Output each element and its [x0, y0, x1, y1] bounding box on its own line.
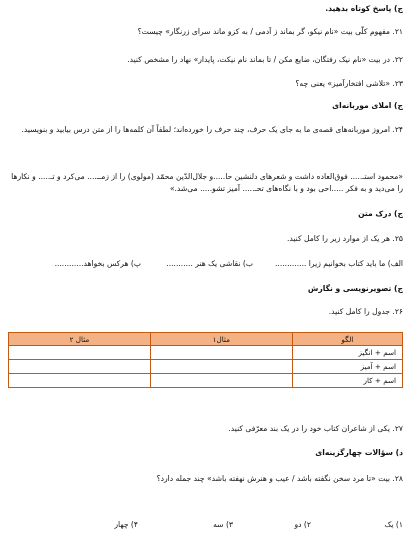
table-row — [9, 360, 403, 374]
table-header-row — [9, 333, 403, 346]
table-cell-answer[interactable] — [9, 346, 151, 360]
table-cell-answer[interactable] — [150, 374, 292, 388]
section-heading-writing: ج) تصویرنویسی و نگارش — [307, 284, 403, 293]
question-26-table — [8, 332, 403, 388]
fill-item-b: ب) نقاشی یک هنر ........... — [166, 259, 253, 268]
question-24: ۲۴. امروز موربانه‌های قصه‌ی ما به جای یک حرف، چند حرف را خورده‌اند؛ لطفاً آن کلمه‌ها را از متن درس بیابید و بنویسید. — [21, 125, 403, 134]
option-3[interactable]: ۳) سه — [213, 520, 233, 529]
option-2[interactable]: ۲) دو — [294, 520, 311, 529]
table-cell-pattern: اسم + کار — [292, 374, 402, 388]
dictation-passage: «محمود استـ..... فوق‌العاده داشت و شعرهای دلنشین حا.....و جلال‌الدّین محمّد (مولوی) را از زمــ.... می‌کرد و تـ..... و نکارها را می‌دید و به فکر .....احی بود و با نگاه‌های تحـ..... آمیز تشو..... می‌شد.» — [11, 172, 403, 193]
question-25: ۲۵. هر یک از موارد زیر را کامل کنید. — [286, 234, 403, 243]
table-cell-answer[interactable] — [150, 360, 292, 374]
question-27: ۲۷. یکی از شاعران کتاب خود را در یک بند معرّفی کنید. — [228, 424, 403, 433]
option-4[interactable]: ۴) چهار — [114, 520, 138, 529]
section-heading-dictation: ج) املای موربانه‌ای — [332, 101, 403, 110]
question-28-options — [6, 520, 403, 532]
fill-item-c: پ) هرکس بخواهد............ — [54, 259, 141, 268]
option-1[interactable]: ۱) یک — [384, 520, 403, 529]
table-header-cell: مثال ۲ — [9, 333, 151, 346]
table-row — [9, 374, 403, 388]
table-header-cell: مثال۱ — [150, 333, 292, 346]
table-cell-pattern: اسم + آمیز — [292, 360, 402, 374]
section-heading-comprehension: ج) درک متن — [358, 209, 403, 218]
table-header-cell: الگو — [292, 333, 402, 346]
fill-item-a: الف) ما باید کتاب بخوانیم زیرا ............. — [275, 259, 403, 268]
table-cell-pattern: اسم + انگیز — [292, 346, 402, 360]
section-heading-short-answer: ج) پاسخ کوتاه بدهید. — [325, 4, 403, 13]
question-25-items — [6, 259, 403, 269]
table-row — [9, 346, 403, 360]
section-heading-multiple-choice: د) سؤالات چهارگزینه‌ای — [315, 448, 403, 457]
table-cell-answer[interactable] — [9, 374, 151, 388]
question-23: ۲۳. «تلاشی افتخارآمیز» یعنی چه؟ — [295, 79, 403, 88]
table-cell-answer[interactable] — [9, 360, 151, 374]
question-28: ۲۸. بیت «تا مرد سخن نگفته باشد / عیب و هنرش نهفته باشد» چند جمله دارد؟ — [156, 474, 403, 483]
question-21: ۲۱. مفهوم کلّی بیت «نام نیکو، گر بماند ز آدمی / به کزو ماند سرای زرنگار» چیست؟ — [137, 27, 403, 36]
question-26: ۲۶. جدول را کامل کنید. — [328, 307, 403, 316]
question-22: ۲۲. در بیت «نام نیک رفتگان، ضایع مکن / تا بماند نام نیکت، پایدار» نهاد را مشخص کنید. — [127, 55, 403, 64]
table-cell-answer[interactable] — [150, 346, 292, 360]
